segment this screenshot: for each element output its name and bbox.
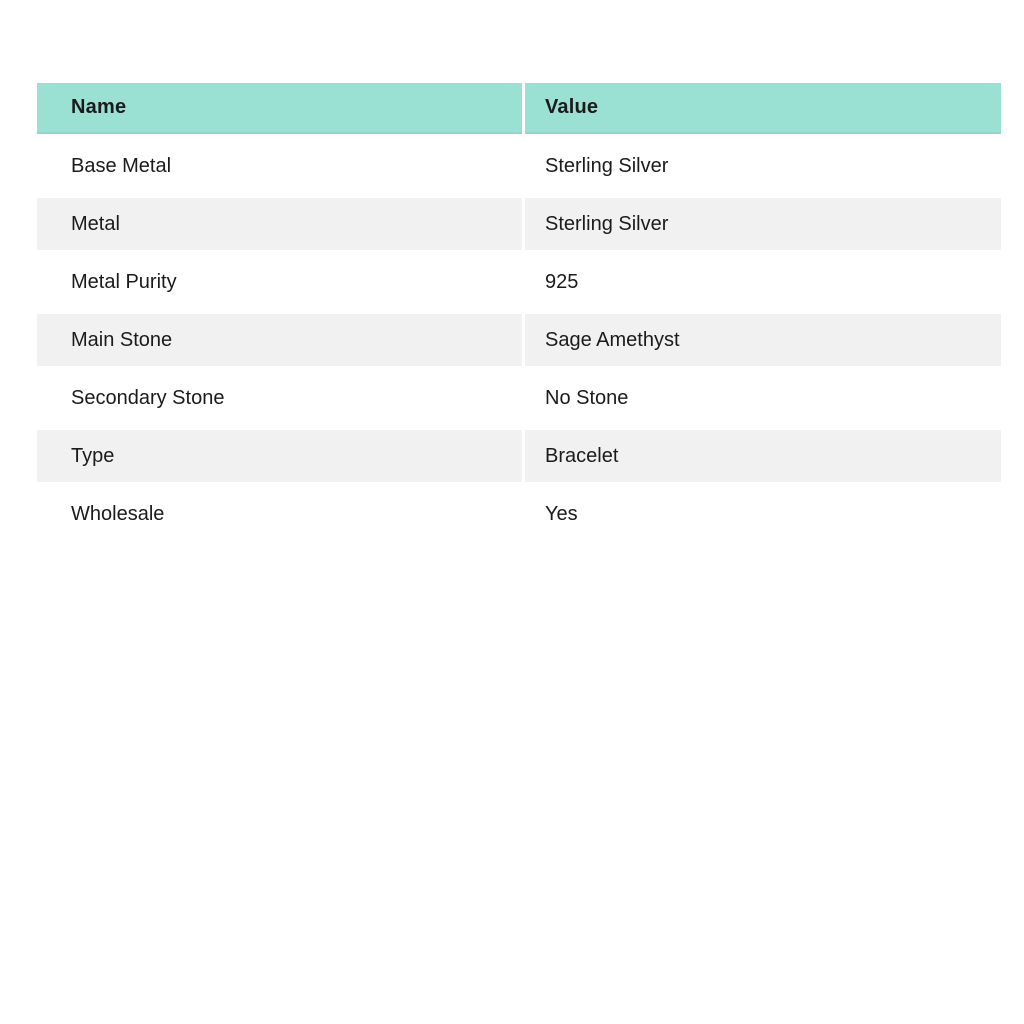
attribute-name-cell: Type [37, 430, 522, 482]
product-attributes-table [37, 83, 1001, 540]
table-row [37, 372, 1001, 424]
table-row [37, 488, 1001, 540]
attribute-name-cell: Base Metal [37, 140, 522, 192]
attribute-name-cell: Main Stone [37, 314, 522, 366]
attribute-value-cell: Yes [525, 488, 1001, 540]
table-row [37, 198, 1001, 250]
attribute-name-cell: Secondary Stone [37, 372, 522, 424]
table-header [37, 83, 1001, 134]
attribute-value-cell: Sage Amethyst [525, 314, 1001, 366]
table-row [37, 256, 1001, 308]
table-row [37, 430, 1001, 482]
attribute-value-cell: Sterling Silver [525, 198, 1001, 250]
attribute-name-cell: Metal [37, 198, 522, 250]
table-row [37, 314, 1001, 366]
attribute-name-cell: Metal Purity [37, 256, 522, 308]
attribute-value-cell: 925 [525, 256, 1001, 308]
column-header-value: Value [525, 83, 1001, 134]
table-row [37, 140, 1001, 192]
attribute-value-cell: Sterling Silver [525, 140, 1001, 192]
attribute-value-cell: No Stone [525, 372, 1001, 424]
attribute-name-cell: Wholesale [37, 488, 522, 540]
table-body [37, 140, 1001, 540]
column-header-name: Name [37, 83, 522, 134]
attribute-value-cell: Bracelet [525, 430, 1001, 482]
